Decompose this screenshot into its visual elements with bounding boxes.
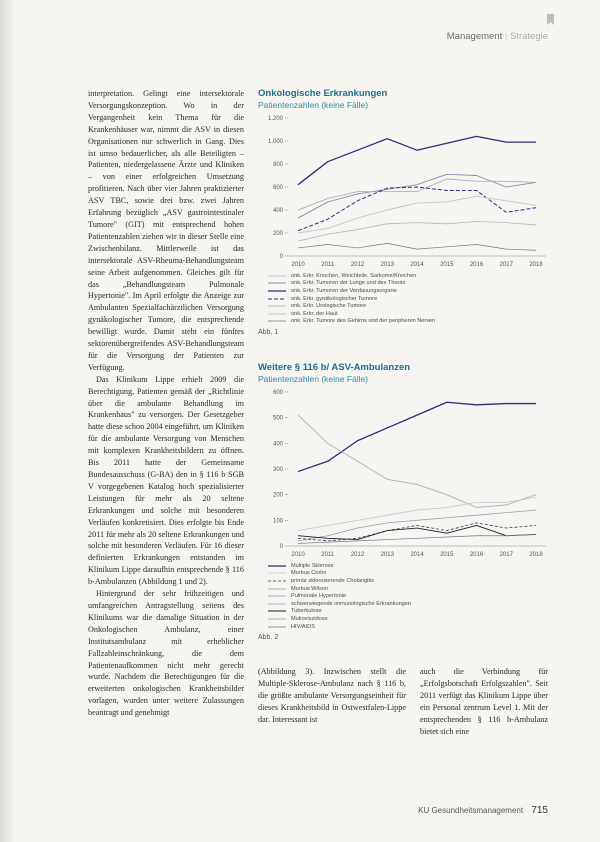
legend-swatch (268, 579, 286, 583)
article-column-1 (88, 88, 244, 719)
y-tick-label: 400 (272, 441, 283, 448)
legend-item (268, 577, 554, 585)
x-tick-label: 2010 (291, 262, 305, 268)
legend-swatch (268, 319, 286, 323)
figure-2-title: Weitere § 116 b/ ASV-Ambulanzen (258, 362, 411, 373)
legend-swatch (268, 274, 286, 278)
x-tick-label: 2017 (499, 552, 513, 558)
legend-label: onk. Erkr. Knochen, Weichteile, Sarkome/Knochen (291, 272, 417, 279)
legend-label: onk. Erkr. Tumore des Gehirns und der peripheren Nerven (291, 318, 436, 325)
legend-label: HIV/AIDS (291, 623, 315, 630)
paragraph: (Abbildung 3). Inzwischen stellt die Multiple-Sklerose-Ambulanz nach § 116 b, die größte ambulante Versorgungseinheit für dieses Krankheitsbild in Ostwestfalen-Lippe dar. Interessant ist (258, 667, 406, 724)
legend-swatch (268, 609, 286, 613)
y-tick-label: 600 (272, 185, 283, 191)
legend-label: Tuberkulose (291, 608, 322, 615)
x-tick-label: 2016 (469, 262, 484, 268)
legend-label: schwerwiegende immunologische Erkrankungen (291, 600, 412, 607)
legend-label: onk. Erkr. Tumoren der Verdauungsorgane (291, 287, 397, 294)
article-column-2 (258, 666, 406, 726)
legend-item (268, 585, 554, 593)
x-tick-label: 2018 (529, 262, 543, 268)
running-header (447, 31, 548, 42)
legend-swatch (268, 602, 286, 606)
legend-label: Multiple Sklerose (291, 562, 334, 569)
legend-swatch (268, 289, 286, 293)
x-tick-label: 2015 (440, 262, 454, 268)
legend-swatch (268, 297, 286, 301)
legend-swatch (268, 312, 286, 316)
header-subsection: Strategie (509, 31, 548, 42)
paragraph: auch die Verbindung für „Erfolgsbotschaft Erfolgszahlen". Seit 2011 verfügt das Klinikum Lippe über ein Personal zentrum Level 1. Mit der entsprechenden § 116 b-Ambulanz bietet sich eine (420, 667, 548, 736)
chart-2-legend (268, 562, 554, 630)
series-line (298, 187, 536, 231)
x-tick-label: 2015 (440, 552, 454, 558)
legend-label: onk. Erkr. Tumoren der Lunge und des Thorax (291, 280, 406, 287)
legend-label: Morbus Crohn (291, 570, 327, 577)
legend-item (268, 562, 554, 570)
legend-item (268, 272, 554, 280)
legend-swatch (268, 281, 286, 285)
x-tick-label: 2012 (350, 262, 365, 268)
x-tick-label: 2014 (410, 262, 424, 268)
chart-1-legend (268, 272, 554, 325)
x-tick-label: 2013 (380, 262, 394, 268)
y-tick-label: 200 (272, 231, 283, 237)
x-tick-label: 2016 (469, 552, 484, 558)
figure-1-title: Onkologische Erkrankungen (258, 88, 388, 99)
series-line (298, 525, 536, 539)
legend-item (268, 570, 554, 578)
y-tick-label: 1.000 (267, 139, 283, 145)
x-tick-label: 2017 (499, 262, 513, 268)
series-line (298, 179, 536, 210)
x-tick-label: 2012 (350, 552, 365, 558)
header-section: Management (446, 31, 503, 42)
legend-swatch (268, 571, 286, 575)
series-line (298, 196, 536, 233)
x-tick-label: 2011 (321, 552, 335, 558)
y-tick-label: 100 (272, 518, 283, 525)
y-tick-label: 800 (272, 162, 283, 168)
legend-label: Morbus Wilson (291, 585, 328, 592)
legend-item (268, 600, 554, 608)
series-line (298, 136, 536, 184)
legend-item (268, 302, 554, 310)
page-footer (418, 805, 548, 816)
header-separator: | (504, 31, 508, 42)
bookmark-ribbon-icon (547, 14, 554, 25)
legend-item (268, 280, 554, 288)
legend-item (268, 318, 554, 326)
x-tick-label: 2018 (529, 552, 543, 558)
x-tick-label: 2011 (321, 262, 335, 268)
figure-2 (258, 362, 554, 641)
legend-label: onk. Erkr. der Haut (291, 310, 338, 317)
figure-1 (258, 88, 554, 336)
page-number: 715 (531, 805, 548, 816)
legend-item (268, 295, 554, 303)
legend-swatch (268, 625, 286, 629)
figure-2-subtitle: Patientenzahlen (keine Fälle) (258, 374, 369, 384)
paragraph: interpretation. Gelingt eine intersektorale Versorgungskonzeption. Wo in der Vergangenheit kein Thema für die Krankenhäuser war, nimmt die ASV in diesen Organisationen nur schwerlich in Gang. Dies ist umso bedauerlicher, als alle Beteiligten – Patienten, niedergelassene Ärzte und Kliniken – von einer erfolgreichen Umsetzung profitieren. Nach über vier Jahren praktizierter ASV TBC, sowie drei bzw. zwei Jahren Erfahrung bezüglich „ASV gastrointestinaler Tumore" (GIT) mit entsprechend hohen Patientenzahlen ziehen wir in dieser Stelle eine Zwischenbilanz. Mittlerweile ist das intersektorale ASV-Rheuma-Behandlungsteam seine Arbeit aufgenommen. Gleiches gilt für das „Behandlungsteam Pulmonale Hypertonie". Im April erfolgte die Anzeige zur Ambulanten Spezialfachärztlichen Versorgung gynäkologischer Tumore, die entsprechende bewilligt wurde. Damit steht ein fünftes sektorenübergreifendes ASV-Behandlungsteam für die Versorgung der Patienten zur Verfügung. (88, 89, 244, 372)
legend-item (268, 623, 554, 631)
legend-label: Mukoviszidose (291, 615, 328, 622)
legend-item (268, 615, 554, 623)
series-line (298, 402, 536, 471)
y-tick-label: 1.200 (267, 116, 283, 122)
figure-2-caption: Abb. 2 (258, 634, 279, 642)
y-tick-label: 200 (272, 492, 283, 499)
y-tick-label: 300 (272, 467, 283, 473)
footer-journal: KU Gesundheitsmanagement (418, 806, 524, 815)
legend-swatch (268, 587, 286, 591)
legend-item (268, 608, 554, 616)
legend-swatch (268, 617, 286, 621)
y-tick-label: 0 (279, 544, 283, 550)
figure-1-caption: Abb. 1 (258, 329, 279, 337)
legend-label: onk. Erkr. gynäkologischer Tumore (291, 295, 378, 302)
y-tick-label: 500 (272, 415, 283, 422)
y-tick-label: 0 (279, 254, 283, 260)
x-tick-label: 2010 (291, 552, 305, 558)
legend-label: Pulmonale Hypertonie (291, 593, 347, 600)
article-column-3 (420, 666, 548, 737)
legend-label: primär sklerosierende Cholangitis (291, 577, 375, 584)
legend-item (268, 287, 554, 295)
page-fold-shadow (0, 0, 14, 842)
series-line (298, 415, 536, 507)
chart-1-plot (258, 110, 554, 272)
x-tick-label: 2014 (410, 552, 424, 558)
legend-label: onk. Erkr. Urologische Tumore (291, 303, 367, 310)
chart-2-plot (258, 384, 554, 562)
y-tick-label: 400 (272, 208, 283, 214)
paragraph: Hintergrund der sehr frühzeitigen und umfangreichen Antragstellung seitens des Klinikums war die damalige Situation in der Onkologischen Ambulanz, einer Institutsambulanz mit erheblicher Fallzahleinschränkung, die dem Patientenaufkommen nicht mehr gerecht wurde. Nachdem die Berechtigungen für die erweiterten onkologischen Krankheitsbilder vorlagen, wurden unter weitere Zulassungen beantragt und genehmigt (88, 589, 244, 718)
legend-swatch (268, 594, 286, 598)
figure-1-subtitle: Patientenzahlen (keine Fälle) (258, 100, 369, 110)
y-tick-label: 600 (272, 390, 283, 396)
legend-swatch (268, 304, 286, 308)
legend-item (268, 310, 554, 318)
legend-item (268, 592, 554, 600)
series-line (298, 222, 536, 242)
x-tick-label: 2013 (380, 552, 394, 558)
series-line (298, 243, 536, 250)
legend-swatch (268, 564, 286, 568)
paragraph: Das Klinikum Lippe erhielt 2009 die Berechtigung, Patienten gemäß der „Richtlinie über die ambulante Behandlung im Krankenhaus" zu versorgen. Der Gesetzgeber hatte diese schon 2004 eingeführt, um Kliniken für die ambulante Versorgung von Menschen mit komplexen Krankheitsbildern zu öffnen. Bis 2011 hatte der Gemeinsame Bundesausschuss (G-BA) den in § 116 b SGB V vorgegebenen Katalog hoch spezialisierter Leistungen für mehr als 20 seltene Erkrankungen und solche mit besonderen Verläufen konkretisiert. Dies erfolgte bis Ende 2011 für mehr als 20 seltene Erkrankungen und solche mit besonderen Verläufen. Für 16 dieser definierten Erkrankungen entstanden im Klinikum Lippe daraufhin entsprechende § 116 b-Ambulanzen (Abbildung 1 und 2). (88, 374, 244, 587)
